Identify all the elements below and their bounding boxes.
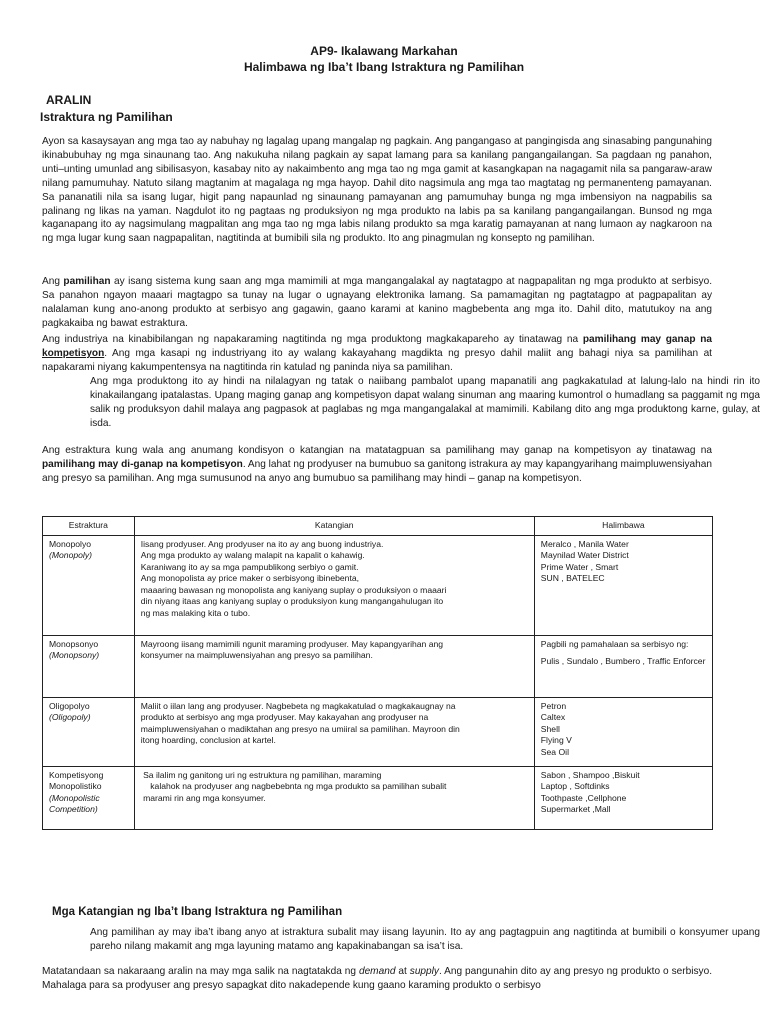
structure-english: (Monopolistic Competition) bbox=[49, 792, 100, 814]
column-header-estraktura: Estraktura bbox=[43, 517, 135, 536]
paragraph-demand-supply bbox=[42, 965, 712, 993]
section2-heading: Mga Katangian ng Iba’t Ibang Istraktura ng Pamilihan bbox=[52, 906, 343, 918]
table-row bbox=[43, 535, 713, 635]
traits-cell bbox=[134, 535, 534, 635]
structure-english: (Oligopoly) bbox=[49, 712, 91, 722]
bold-term: pamilihang may ganap na bbox=[582, 334, 712, 345]
text-run: Ang industriya na kinabibilangan ng napakaraming nagtitinda ng mga produktong magkakapareho ay tinatawag na bbox=[42, 334, 583, 345]
trait-line: Sa ilalim ng ganitong uri ng estruktura ng pamilihan, maraming bbox=[140, 769, 382, 780]
structure-cell bbox=[43, 697, 135, 766]
text-run: . Ang mga kasapi ng industriyang ito ay walang kakayahang magdikta ng presyo dahil maliit ang bahagi niya sa pamilihan at napakarami niyang kakumpentensya na nagtitinda rin katulad ng paninda niya sa pamilihan. bbox=[42, 347, 712, 373]
trait-line: marami rin ang mga konsyumer. bbox=[140, 792, 266, 803]
example-line: Supermarket ,Mall bbox=[540, 804, 611, 814]
examples-cell bbox=[534, 635, 712, 697]
structure-cell bbox=[43, 635, 135, 697]
example-line: Sabon , Shampoo ,Biskuit bbox=[540, 769, 640, 780]
paragraph-ganap-na-kompetisyon bbox=[42, 333, 712, 375]
example-line: Pulis , Sundalo , Bumbero , Traffic Enforcer bbox=[540, 656, 706, 666]
text-run: Ang estraktura kung wala ang anumang kondisyon o katangian na matatagpuan sa pamilihang may ganap na kompetisyon ay tinatawag na bbox=[42, 445, 712, 456]
italic-term: supply bbox=[409, 966, 439, 977]
paragraph-history: Ayon sa kasaysayan ang mga tao ay nabuhay ng lagalag upang mangalap ng pagkain. Ang pangangaso at pangingisda ang sinasabing pangunahing ikinabubuhay ng mga sinaunang tao. Ang nakukuha nilang pagkain ay sapat lamang para sa kanilang pangangailangan. Sa pagdaan ng panahon, unti–unting umunlad ang sibilisasyon, kasabay nito ay nakaimbento ang mga tao ng mga gamit at kasangkapan na nagagamit nila sa pangaraw-araw nilang pamumuhay. Natuto silang magtanim at magalaga ng mga hayop. Dahil dito nagsimula ang mga tao magtatag ng permanenteng pamayanan. Sa pananatili nila sa isang lugar, higit pang napaunlad ng sinaunang pamayanan ang pamumuhay bunga ng mga imbensiyon na nagpabilis sa palinang ng likas na yaman. Nagdulot ito ng pagtaas ng produksiyon ng mga produkto na labis pa sa kanilang pangangailangan. Bunsod ng mga kaganapang ito ay nagsimulang magpalitan ang mga tao ng mga labis nilang produkto sa mga karatig pamayanan at nang lumaon ay nagkaroon na ng mga lugar kung saan nagpapalitan, nagtitinda at bumibili sila ng produkto. Ito ang pinagmulan ng konsepto ng pamilihan. bbox=[42, 136, 712, 245]
trait-line: Maliit o iilan lang ang prodyuser. Nagbebeta ng magkakatulad o magkakaugnay na bbox=[140, 700, 456, 711]
text-run: ay isang sistema kung saan ang mga mamimili at mga mangangalakal ay nagtatagpo at nagpapalitan ng mga produkto at serbisyo. Sa panahon ngayon maaari magtagpo sa tunay na lugar o ugnayang elektronika lamang. Sa pamamagitan ng pagtatagpo at pagpapalitan ay nalalaman kung ano-anong produkto at serbisyo ang gagawin, gaano karami at kanino magbebenta ang mga ito. Dahil dito, matutukoy na ang pagkakaiba ng bawat estraktura. bbox=[42, 276, 713, 329]
trait-line: Mayroong iisang mamimili ngunit maraming prodyuser. May kapangyarihan ang bbox=[140, 638, 444, 649]
column-header-katangian: Katangian bbox=[134, 517, 534, 536]
document-title-line1: AP9- Ikalawang Markahan bbox=[310, 44, 458, 58]
example-line: Maynilad Water District bbox=[540, 550, 629, 560]
trait-line: Karaniwang ito ay sa mga pampublikong serbiyo o gamit. bbox=[140, 561, 359, 572]
example-line: Meralco , Manila Water bbox=[540, 538, 629, 549]
trait-line: kalahok na prodyuser ang nagbebebnta ng mga produkto sa pamilihan subalit bbox=[140, 781, 447, 791]
example-line: Toothpaste ,Cellphone bbox=[540, 792, 627, 803]
paragraph-di-ganap bbox=[42, 444, 712, 486]
examples-cell bbox=[534, 766, 712, 829]
trait-line: maimpluwensiyahan o madiktahan ang presyo na umiiral sa pamilihan. Mayroon din bbox=[140, 723, 460, 734]
table-row bbox=[43, 635, 713, 697]
text-run: Matatandaan sa nakaraang aralin na may mga salik na nagtatakda ng bbox=[42, 966, 359, 977]
text-run: at bbox=[395, 966, 410, 977]
table-row bbox=[43, 766, 713, 829]
example-line: Caltex bbox=[540, 712, 566, 722]
examples-cell bbox=[534, 697, 712, 766]
examples-cell bbox=[534, 535, 712, 635]
trait-line: produkto at serbisyo ang mga prodyuser. May kakayahan ang prodyuser na bbox=[140, 712, 429, 722]
table-header-row bbox=[43, 517, 713, 536]
market-structure-table bbox=[42, 516, 713, 830]
trait-line: itong hoarding, conclusion at kartel. bbox=[140, 735, 276, 745]
structure-name: Kompetisyong Monopolistiko bbox=[49, 769, 104, 791]
trait-line: konsyumer na maimpluwensiyahan ang presyo sa pamilihan. bbox=[140, 650, 373, 660]
trait-line: Iisang prodyuser. Ang prodyuser na ito ay ang buong industriya. bbox=[140, 538, 384, 549]
example-line: Flying V bbox=[540, 735, 572, 745]
example-line: Shell bbox=[540, 723, 560, 734]
text-run: . Ang pangunahin dito ay ang presyo ng produkto o serbisyo. Mahalaga para sa prodyuser ang presyo sapagkat dito nakadepende kung gaano karaming produkto o serbisyo bbox=[42, 966, 712, 991]
paragraph-katangian: Ang pamilihan ay may iba’t ibang anyo at istraktura subalit may iisang layunin. Ito ay ang pagtagpuin ang nagtitinda at bumibili o konsyumer upang pareho nilang makamit ang mga layuning matamo ang kapakinabangan sa isa’t isa. bbox=[90, 927, 760, 952]
structure-english: (Monopsony) bbox=[49, 650, 100, 660]
structure-name: Monopsonyo bbox=[49, 638, 99, 649]
table-row bbox=[43, 697, 713, 766]
traits-cell bbox=[134, 635, 534, 697]
example-line: Petron bbox=[540, 700, 567, 711]
text-run: . Ang lahat ng prodyuser na bumubuo sa ganitong istrakura ay may kapangyarihang maimpluwensiyahan ang presyo sa pamilihan. Ang mga sumusunod na anyo ang bumubuo sa pamilihang may hindi – ganap na kompetisyon. bbox=[42, 458, 712, 484]
bold-term: pamilihang may di-ganap na kompetisyon bbox=[42, 458, 243, 470]
example-line: Prime Water , Smart bbox=[540, 561, 619, 572]
italic-term: demand bbox=[358, 966, 396, 977]
structure-name: Oligopolyo bbox=[49, 700, 90, 711]
bold-term: pamilihan bbox=[63, 276, 111, 287]
traits-cell bbox=[134, 697, 534, 766]
paragraph-pamilihan-definition bbox=[42, 275, 712, 331]
structure-english: (Monopoly) bbox=[49, 550, 92, 560]
example-line: Sea Oil bbox=[540, 746, 569, 757]
bold-underlined-term: kompetisyon bbox=[42, 347, 105, 359]
trait-line: Ang mga produkto ay walang malapit na kapalit o kahawig. bbox=[140, 550, 365, 560]
section-label: ARALIN bbox=[46, 93, 92, 107]
document-title-line2: Halimbawa ng Iba’t Ibang Istraktura ng Pamilihan bbox=[243, 60, 525, 74]
text-run: Ang bbox=[42, 276, 64, 287]
structure-name: Monopolyo bbox=[49, 538, 92, 549]
column-header-halimbawa: Halimbawa bbox=[534, 517, 712, 536]
structure-cell bbox=[43, 766, 135, 829]
paragraph-products: Ang mga produktong ito ay hindi na nilalagyan ng tatak o naiibang pambalot upang mapanatili ang pagkakatulad at lalung-lalo na hindi rin ito kinakailangang ipatalastas. Upang maging ganap ang kompetisyon dapat walang sinuman ang maaring kumontrol o humadlang sa paggamit ng mga salik ng produksyon dahil malaya ang pagpasok at paglabas ng mga mangangalakal at mamimili. Kabilang dito ang mga produktong karne, gulay, at isda. bbox=[90, 376, 760, 429]
structure-cell bbox=[43, 535, 135, 635]
example-line: Laptop , Softdinks bbox=[540, 781, 610, 791]
trait-line: Ang monopolista ay price maker o serbisyong ibinebenta, bbox=[140, 573, 359, 583]
example-line: Pagbili ng pamahalaan sa serbisyo ng: bbox=[540, 638, 689, 649]
trait-line: maaaring bawasan ng monopolista ang kaniyang suplay o produksiyon o maaari bbox=[140, 584, 447, 595]
section-heading: Istraktura ng Pamilihan bbox=[40, 110, 173, 124]
traits-cell bbox=[134, 766, 534, 829]
trait-line: din niyang itaas ang kaniyang suplay o produksiyon kung mangangahulugan ito bbox=[140, 596, 444, 606]
trait-line: ng mas malaking kita o tubo. bbox=[140, 607, 251, 618]
example-line: SUN , BATELEC bbox=[540, 573, 605, 583]
